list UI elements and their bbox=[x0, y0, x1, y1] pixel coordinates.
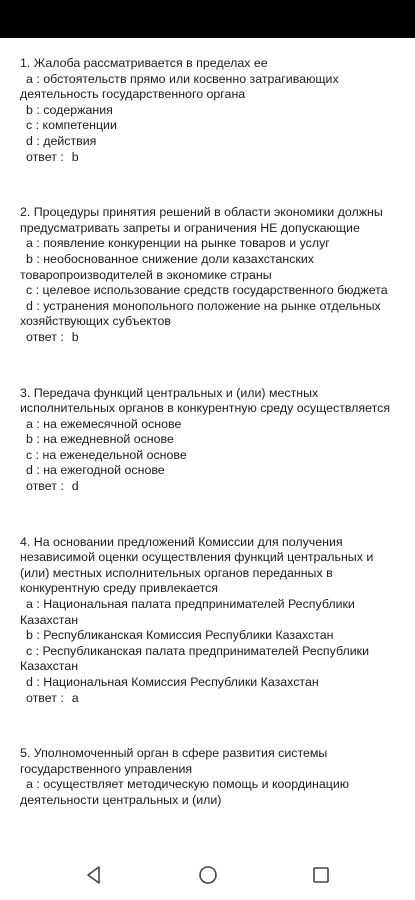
answer-value: b bbox=[71, 149, 79, 164]
document-content[interactable] bbox=[0, 38, 415, 850]
option-c: c : на еженедельной основе bbox=[26, 447, 187, 462]
option-b: b : Республиканская Комиссия Республики Казахстан bbox=[26, 628, 334, 643]
answer-value: a bbox=[71, 690, 79, 705]
option-a: a : обстоятельств прямо или косвенно затрагивающих деятельность государственного органа bbox=[20, 71, 339, 102]
question-text: 3. Передача функций центральных и (или) местных исполнительных органов в конкурентную среду осуществляется bbox=[20, 385, 391, 416]
answer-label: ответ : bbox=[26, 479, 64, 494]
back-button[interactable] bbox=[74, 855, 114, 895]
option-c: c : компетенции bbox=[26, 118, 117, 133]
option-b: b : содержания bbox=[26, 102, 113, 117]
circle-home-icon bbox=[197, 864, 219, 886]
answer-label: ответ : bbox=[26, 149, 64, 164]
option-a: a : осуществляет методическую помощь и координацию деятельности центральных и (или) bbox=[20, 777, 350, 807]
option-d: d : действия bbox=[26, 133, 97, 148]
question-text: 2. Процедуры принятия решений в области экономики должны предусматривать запреты и ограничения НЕ допускающие bbox=[20, 205, 383, 235]
question-3 bbox=[20, 386, 403, 495]
question-2 bbox=[20, 205, 403, 345]
option-c: c : целевое использование средств государственного бюджета bbox=[26, 283, 388, 298]
navigation-bar bbox=[0, 850, 415, 900]
answer-line bbox=[20, 691, 403, 707]
question-text: 4. На основании предложений Комиссии для получения независимой оценки осуществления функций центральных и (или) местных исполнительных органов переданных в конкурентную среду привлекается bbox=[20, 534, 374, 596]
option-b: b : необоснованное снижение доли казахстанских товаропроизводителей в экономике страны bbox=[20, 251, 314, 282]
option-d: d : устранения монопольного положение на рынке отдельных хозяйствующих субъектов bbox=[20, 298, 381, 329]
status-bar bbox=[0, 0, 415, 38]
home-button[interactable] bbox=[188, 855, 228, 895]
answer-line bbox=[20, 330, 403, 346]
option-a: a : появление конкуренции на рынке товаров и услуг bbox=[26, 236, 330, 251]
question-1 bbox=[20, 56, 403, 165]
question-4 bbox=[20, 535, 403, 707]
option-a: a : на ежемесячной основе bbox=[26, 416, 182, 431]
answer-value: b bbox=[71, 329, 79, 344]
option-d: d : Национальная Комиссия Республики Казахстан bbox=[26, 675, 319, 689]
option-a: a : Национальная палата предпринимателей Республики Казахстан bbox=[20, 597, 355, 627]
question-text: 5. Уполномоченный орган в сфере развития системы государственного управления bbox=[20, 746, 328, 776]
option-c: c : Республиканская палата предпринимателей Республики Казахстан bbox=[20, 643, 369, 674]
question-5 bbox=[20, 746, 403, 808]
answer-line bbox=[20, 150, 403, 166]
triangle-back-icon bbox=[83, 864, 105, 886]
answer-label: ответ : bbox=[26, 329, 64, 344]
question-text: 1. Жалоба рассматривается в пределах ее bbox=[20, 56, 268, 70]
option-b: b : на ежедневной основе bbox=[26, 432, 174, 447]
answer-value: d bbox=[71, 479, 79, 494]
answer-label: ответ : bbox=[26, 690, 64, 705]
recents-button[interactable] bbox=[301, 855, 341, 895]
answer-line bbox=[20, 479, 403, 495]
square-recents-icon bbox=[310, 864, 332, 886]
option-d: d : на ежегодной основе bbox=[26, 463, 165, 478]
